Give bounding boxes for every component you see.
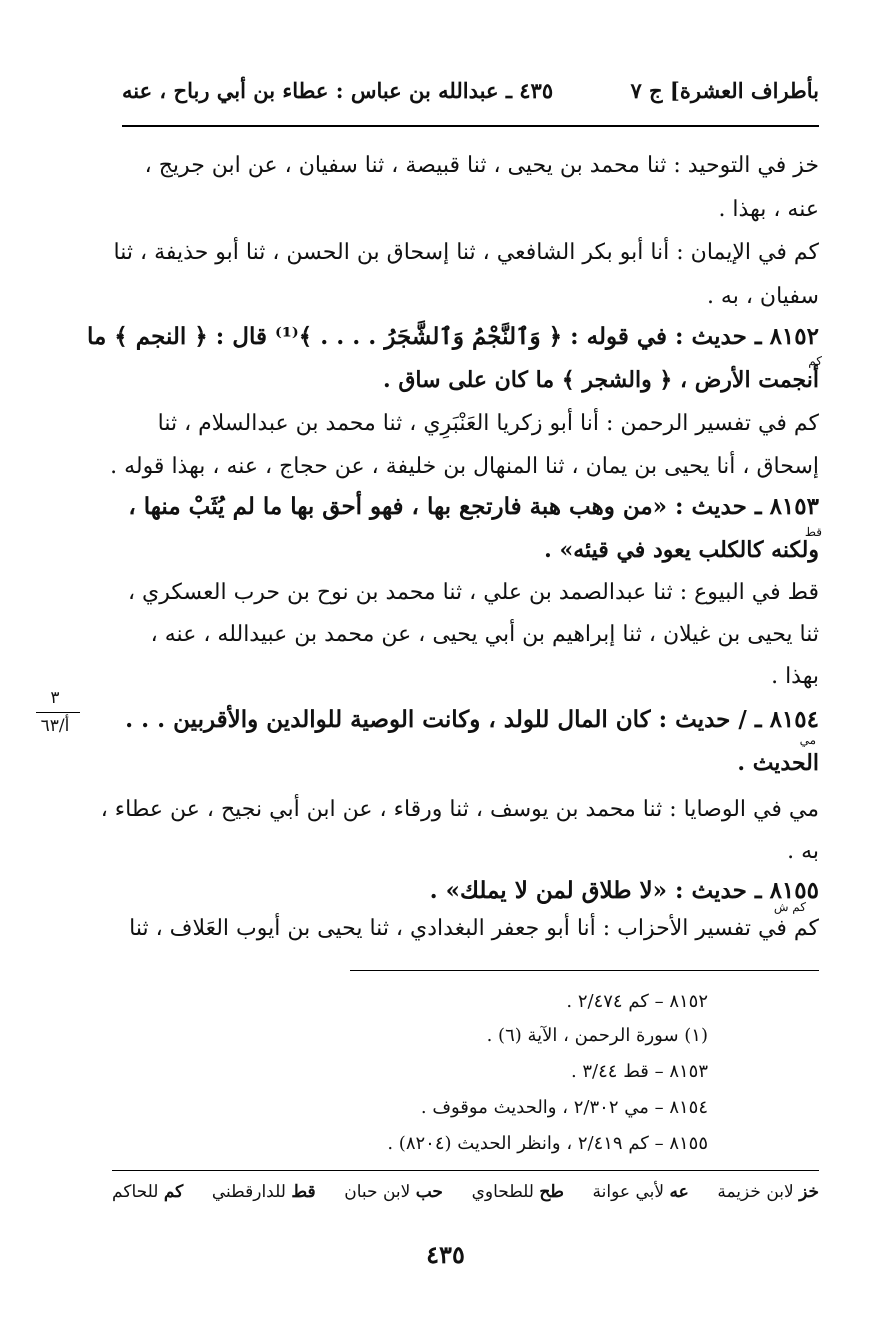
siglum-8153: قط xyxy=(804,525,822,539)
footnote-rule xyxy=(350,970,819,971)
text-line: كم في الإيمان : أنا أبو بكر الشافعي ، ثنا إسحاق بن الحسن ، ثنا أبو حذيفة ، ثنا xyxy=(113,240,819,265)
text-line: ثنا يحيى بن غيلان ، ثنا إبراهيم بن أبي يحيى ، عن محمد بن عبيدالله ، عنه ، xyxy=(150,622,819,647)
footnote: ٨١٥٣ – قط ٣/٤٤ . xyxy=(570,1061,708,1082)
hadith-8152-line-2: أنجمت الأرض ، ﴿ والشجر ﴾ ما كان على ساق . xyxy=(383,367,819,393)
footnote: ٨١٥٢ – كم ٢/٤٧٤ . xyxy=(566,991,708,1012)
hadith-8155-line-1: ٨١٥٥ ـ حديث : «لا طلاق لمن لا يملك» . xyxy=(429,877,819,904)
text-line: خز في التوحيد : ثنا محمد بن يحيى ، ثنا قبيصة ، ثنا سفيان ، عن ابن جريج ، xyxy=(144,153,819,178)
abbreviation-legend xyxy=(112,1182,819,1212)
siglum-8152: كم xyxy=(808,354,822,368)
hadith-8154-line-2: الحديث . xyxy=(737,750,819,776)
hadith-8152-line-1: ٨١٥٢ ـ حديث : في قوله : ﴿ وَٱلنَّجْمُ وَٱلشَّجَرُ . . . . ﴾⁽¹⁾ قال : ﴿ النجم ﴾ ما xyxy=(86,323,819,350)
text-line: سفيان ، به . xyxy=(706,284,819,309)
margin-folio-ref: أ/٦٣ xyxy=(40,716,70,736)
legend-item: خز لابن خزيمة xyxy=(717,1182,819,1202)
footnote: ٨١٥٤ – مي ٢/٣٠٢ ، والحديث موقوف . xyxy=(420,1097,708,1118)
legend-item: طح للطحاوي xyxy=(471,1182,564,1202)
hadith-8153-line-2: ولكنه كالكلب يعود في قيئه» . xyxy=(544,537,819,563)
legend-item: قط للدارقطني xyxy=(211,1182,316,1202)
legend-item: حب لابن حبان xyxy=(344,1182,443,1202)
text-line: قط في البيوع : ثنا عبدالصمد بن علي ، ثنا محمد بن نوح بن حرب العسكري ، xyxy=(127,580,819,605)
header-chapter-title: ٤٣٥ ـ عبدالله بن عباس : عطاء بن أبي رباح ، عنه xyxy=(122,78,554,103)
text-line: عنه ، بهذا . xyxy=(718,197,819,222)
header-book-title: بأطراف العشرة] ج ٧ xyxy=(630,78,819,103)
footnote: (١) سورة الرحمن ، الآية (٦) . xyxy=(486,1025,708,1046)
siglum-8155: كم ش xyxy=(773,900,806,914)
footnote: ٨١٥٥ – كم ٢/٤١٩ ، وانظر الحديث (٨٢٠٤) . xyxy=(387,1133,708,1154)
running-header xyxy=(122,78,819,112)
margin-folio-rule xyxy=(36,712,80,713)
legend-rule xyxy=(112,1170,819,1171)
header-rule xyxy=(122,125,819,127)
hadith-8153-line-1: ٨١٥٣ ـ حديث : «من وهب هبة فارتجع بها ، فهو أحق بها ما لم يُثَبْ منها ، xyxy=(128,493,819,520)
siglum-8154: مي xyxy=(799,733,816,747)
text-line: كم في تفسير الأحزاب : أنا أبو جعفر البغدادي ، ثنا يحيى بن أيوب العَلاف ، ثنا xyxy=(129,916,819,941)
legend-item: كم للحاكم xyxy=(112,1182,184,1202)
text-line: كم في تفسير الرحمن : أنا أبو زكريا العَنْبَرِي ، ثنا محمد بن عبدالسلام ، ثنا xyxy=(157,411,819,436)
text-line: بهذا . xyxy=(771,664,819,689)
hadith-8154-line-1: ٨١٥٤ ـ / حديث : كان المال للولد ، وكانت الوصية للوالدين والأقربين . . . xyxy=(125,706,819,733)
legend-item: عه لأبي عوانة xyxy=(592,1182,689,1202)
page-number: ٤٣٥ xyxy=(426,1240,465,1269)
text-line: به . xyxy=(787,839,819,864)
text-line: مي في الوصايا : ثنا محمد بن يوسف ، ثنا ورقاء ، عن ابن أبي نجيح ، عن عطاء ، xyxy=(100,797,819,822)
text-line: إسحاق ، أنا يحيى بن يمان ، ثنا المنهال بن خليفة ، عن حجاج ، عنه ، بهذا قوله . xyxy=(110,454,819,479)
margin-folio-number: ٣ xyxy=(50,688,60,708)
